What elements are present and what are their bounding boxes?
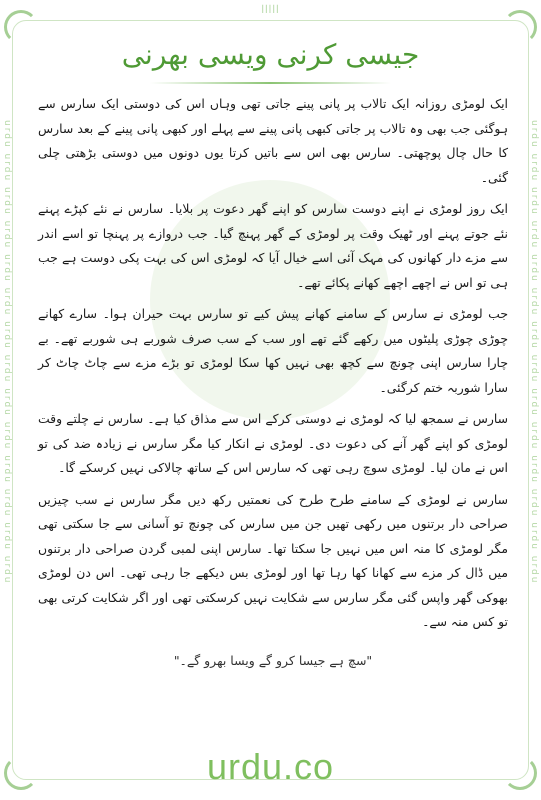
paragraph-1: ایک لومڑی روزانہ ایک تالاب پر پانی پینے جاتی تھی وہاں اس کی دوستی ایک سارس سے ہوگئی جب بھی وہ تالاب پر جاتی کبھی پانی پینے سے پہلے اور کبھی پانی پینے کے بعد سارس کا حال چال پوچھتی۔ سارس بھی اس سے باتیں کرتا یوں دونوں میں دوستی بڑھتی چلی گئی۔ (38, 96, 508, 185)
paragraph-3: جب لومڑی نے سارس کے سامنے کھانے پیش کیے تو سارس بہت حیران ہوا۔ سارے کھانے چوڑی چوڑی پلیٹوں میں رکھے گئے تھے اور سب کے سب صرف شوربے ہی شوربے تھے۔ بے چارا سارس اپنی چونچ سے کچھ بھی نہیں کھا سکا لومڑی تو بڑے مزے سے چاٹ چاٹ کر سارا شوربہ ختم کرگئی۔ (38, 306, 508, 395)
title-divider (150, 82, 391, 84)
story-body (38, 92, 508, 673)
left-decorative-strip: urdu urdu urdu urdu urdu urdu urdu urdu urdu urdu urdu urdu urdu urdu (2, 120, 12, 585)
story-title: جیسی کرنی ویسی بھرنی (121, 38, 420, 71)
right-decorative-strip: urdu urdu urdu urdu urdu urdu urdu urdu urdu urdu urdu urdu urdu urdu (529, 120, 539, 585)
paragraph-2: ایک روز لومڑی نے اپنے دوست سارس کو اپنے گھر دعوت پر بلایا۔ سارس نے نئے کپڑے پہنے نئے جوتے پہنے اور ٹھیک وقت پر لومڑی کے گھر پہنچ گیا۔ جب دروازے پر پہنچا تو اسے اندر سے مزے دار کھانوں کی مہک آئی اسے خیال آیا کہ لومڑی اس کی بہت پکی دوست ہے جب ہی تو اس نے اچھے اچھے کھانے پکائے تھے۔ (38, 201, 508, 290)
footer-brand[interactable]: urdu.co (206, 746, 335, 787)
paragraph-4: سارس نے سمجھ لیا کہ لومڑی نے دوستی کرکے اس سے مذاق کیا ہے۔ سارس نے چلتے وقت لومڑی کو اپنے گھر آنے کی دعوت دی۔ لومڑی نے انکار کیا مگر سارس نے زیادہ ضد کی تو اس نے مان لیا۔ لومڑی سوچ رہی تھی کہ سارس اس کے ساتھ چالاکی نہیں کرسکے گا۔ (38, 411, 508, 475)
top-decorative-strip: ꟾꟾꟾꟾꟾ (261, 6, 280, 16)
paragraph-5: سارس نے لومڑی کے سامنے طرح طرح کی نعمتیں رکھ دیں مگر سارس نے سب چیزیں صراحی دار برتنوں میں رکھی تھیں جن میں سارس کی چونچ تو آسانی سے جا سکتی تھی مگر لومڑی کا منہ اس میں نہیں جا سکتا تھا۔ سارس اپنی لمبی گردن صراحی دار برتنوں میں ڈال کر مزے سے کھانا کھا رہا تھا اور لومڑی بس دیکھے جا رہی تھی۔ اس دن لومڑی بھوکی گھر واپس گئی مگر سارس سے شکایت نہیں کرسکتی تھی اور اگر شکایت کرتی بھی تو کس منہ سے۔ (38, 491, 508, 629)
closing-moral: "سچ ہے جیسا کرو گے ویسا بھرو گے۔" (173, 652, 373, 668)
